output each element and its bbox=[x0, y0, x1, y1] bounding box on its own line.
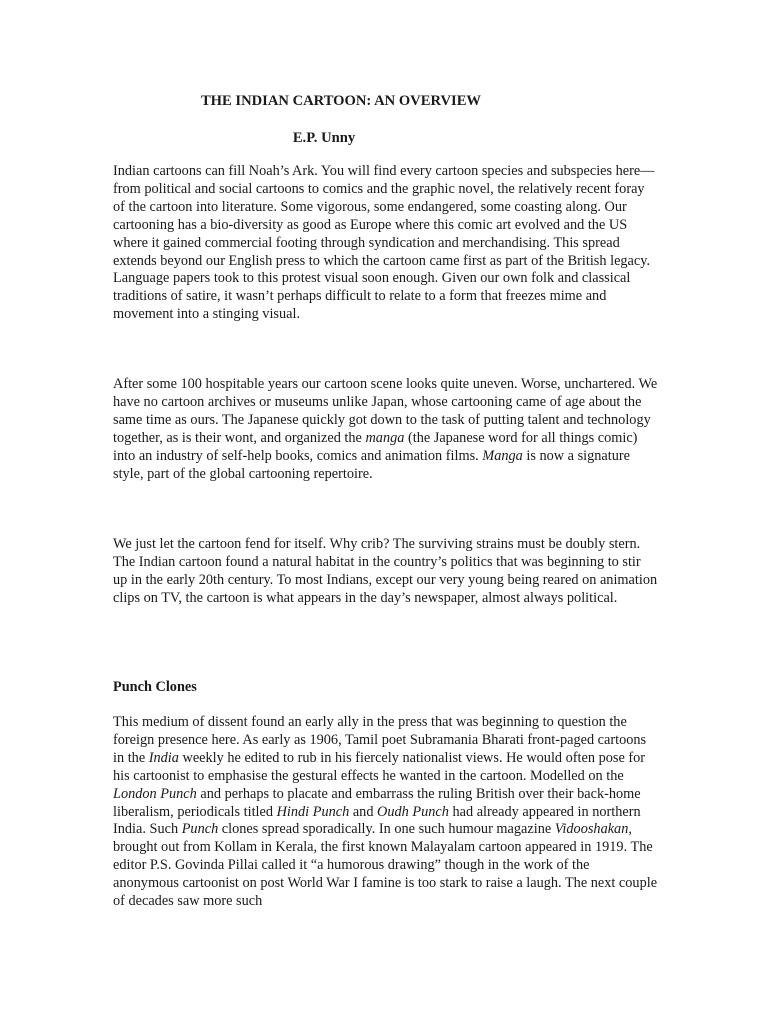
text-run: clones spread sporadically. In one such humour magazine bbox=[218, 821, 555, 838]
paragraph bbox=[113, 536, 658, 608]
text-run: brought out from Kollam in Kerala, the first known Malayalam cartoon appeared in 1919. The editor P.S. Govinda Pillai called it “a humorous drawing” though in the work of the anonymous cartoonist on post World War I famine is too stark to raise a laugh. The next couple of decades saw more such bbox=[113, 839, 658, 910]
italic-text: Punch bbox=[181, 821, 219, 838]
italic-text: Vidooshakan, bbox=[554, 821, 632, 838]
text-run: This medium of dissent found an early ally in the press that was beginning to question the foreign presence here. As early as 1906, Tamil poet Subramania Bharati front-paged cartoons in the bbox=[113, 714, 647, 766]
text-run: and bbox=[349, 803, 378, 820]
italic-text: Oudh Punch bbox=[377, 803, 449, 820]
text-run: Indian cartoons can fill Noah’s Ark. You will find every cartoon species and subspecies here—from political and social cartoons to comics and the graphic novel, the relatively recent foray of the cartoon into literature. Some vigorous, some endangered, some coasting along. Our cartooning has a bio-diversity as good as Europe where this comic art evolved and the US where it gained commercial footing through syndication and merchandising. This spread extends beyond our English press to which the cartoon came first as part of the British legacy. Language papers took to this protest visual soon enough. Given our own folk and classical traditions of satire, it wasn’t perhaps difficult to relate to a form that freezes mime and movement into a stinging visual. bbox=[113, 163, 655, 323]
italic-text: manga bbox=[365, 429, 405, 446]
text-run: is now a signature style, part of the global cartooning repertoire. bbox=[113, 447, 631, 482]
document-author: E.P. Unny bbox=[292, 130, 356, 146]
text-run: We just let the cartoon fend for itself. Why crib? The surviving strains must be doubly stern. The Indian cartoon found a natural habitat in the country’s politics that was beginning to stir up in the early 20th century. To most Indians, except our very young being reared on animation clips on TV, the cartoon is what appears in the day’s newspaper, almost always political. bbox=[113, 536, 658, 606]
text-run: (the Japanese word for all things comic) into an industry of self-help books, comics and animation films. bbox=[113, 429, 638, 464]
text-run: had already appeared in northern India. Such bbox=[113, 803, 641, 838]
paragraph bbox=[113, 163, 658, 324]
italic-text: London Punch bbox=[113, 785, 197, 802]
text-run: After some 100 hospitable years our cartoon scene looks quite uneven. Worse, unchartered. We have no cartoon archives or museums unlike Japan, whose cartooning came of age about the same time as ours. The Japanese quickly got down to the task of putting talent and technology together, as is their wont, and organized the bbox=[113, 376, 658, 446]
section-paragraph bbox=[113, 714, 658, 911]
italic-text: Hindi Punch bbox=[276, 803, 350, 820]
document-title: THE INDIAN CARTOON: AN OVERVIEW bbox=[200, 93, 482, 109]
text-run: and perhaps to placate and embarrass the ruling British over their back-home liberalism, periodicals titled bbox=[113, 785, 641, 820]
section-heading: Punch Clones bbox=[113, 679, 197, 695]
italic-text: India bbox=[148, 749, 179, 766]
text-run: weekly he edited to rub in his fiercely nationalist views. He would often pose for his cartoonist to emphasise the gestural effects he wanted in the cartoon. Modelled on the bbox=[113, 749, 646, 784]
paragraph bbox=[113, 376, 658, 483]
italic-text: Manga bbox=[482, 447, 523, 464]
